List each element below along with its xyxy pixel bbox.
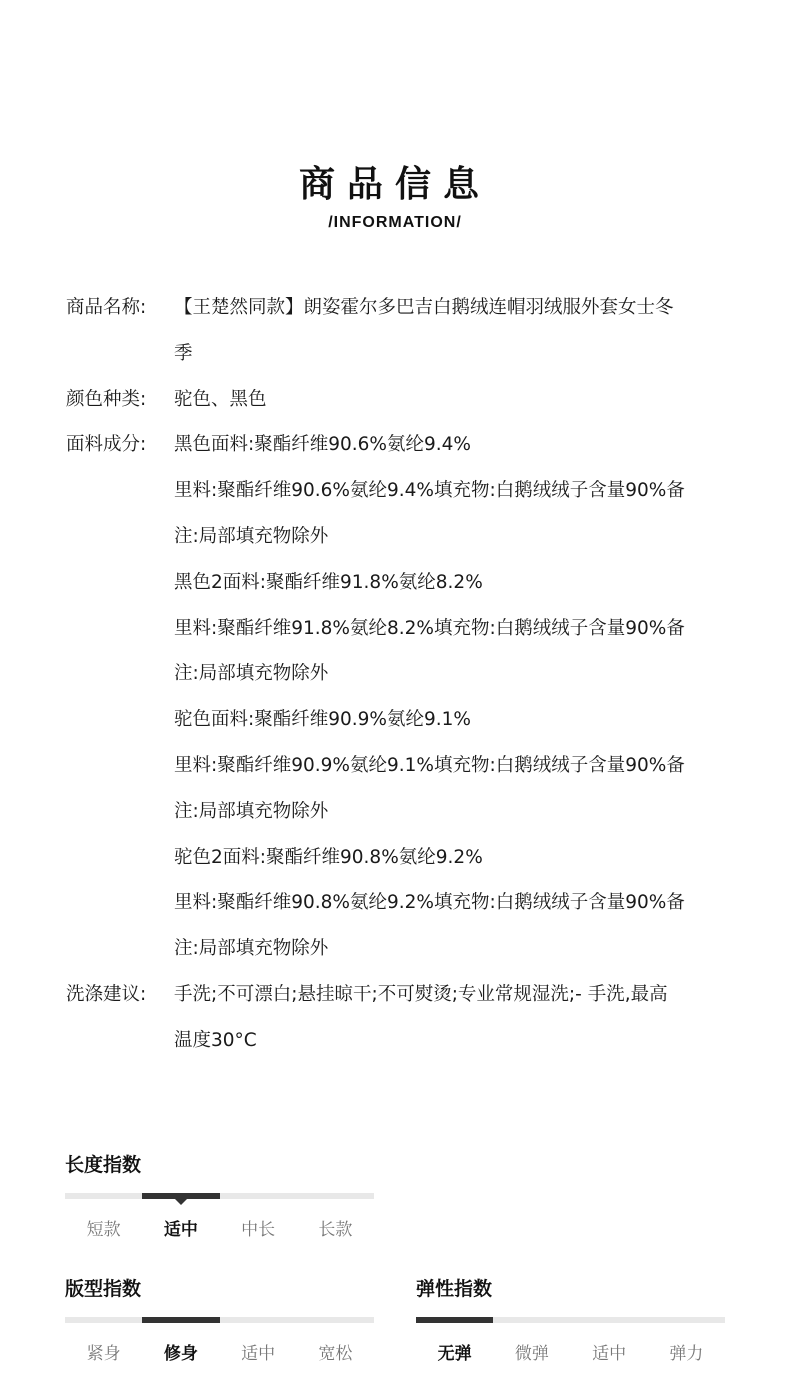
fabric-line: 里料:聚酯纤维90.9%氨纶9.1%填充物:白鹅绒绒子含量90%备 (174, 754, 685, 776)
color-label: 颜色种类: (66, 388, 147, 410)
scale-option: 宽松 (318, 1344, 353, 1364)
fabric-label: 面料成分: (66, 434, 147, 456)
fabric-line: 驼色2面料:聚酯纤维90.8%氨纶9.2% (174, 846, 483, 868)
scale-options (65, 1339, 374, 1364)
product-name-label: 商品名称: (66, 297, 147, 318)
product-info-list (66, 285, 736, 1064)
scale-option: 适中 (163, 1220, 198, 1240)
scale-option: 无弹 (437, 1344, 472, 1364)
length-index-scale (65, 1193, 374, 1240)
scale-option: 长款 (318, 1220, 353, 1240)
scale-options (65, 1215, 374, 1240)
color-value-line: 驼色、黑色 (174, 388, 267, 410)
fabric-line: 注:局部填充物除外 (174, 938, 329, 960)
scale-option: 修身 (163, 1344, 198, 1364)
washing-value (174, 972, 734, 1064)
fit-index-scale (65, 1317, 374, 1364)
scale-fill (416, 1317, 493, 1323)
scale-track (416, 1317, 725, 1323)
scale-options (416, 1339, 725, 1364)
product-name-value (174, 285, 734, 377)
color-value (174, 377, 734, 423)
scale-pointer-icon (175, 1199, 187, 1205)
info-row-color (66, 377, 736, 423)
fabric-line: 里料:聚酯纤维90.8%氨纶9.2%填充物:白鹅绒绒子含量90%备 (174, 892, 685, 914)
fabric-line: 里料:聚酯纤维91.8%氨纶8.2%填充物:白鹅绒绒子含量90%备 (174, 617, 685, 639)
fabric-line: 驼色面料:聚酯纤维90.9%氨纶9.1% (174, 709, 472, 731)
info-row-product-name (66, 285, 736, 377)
elasticity-index-title: 弹性指数 (416, 1278, 493, 1300)
fabric-line: 注:局部填充物除外 (174, 800, 329, 822)
fabric-line: 黑色面料:聚酯纤维90.6%氨纶9.4% (174, 434, 472, 456)
washing-line: 温度30°C (174, 1029, 257, 1051)
scale-fill (142, 1317, 219, 1323)
fabric-line: 注:局部填充物除外 (174, 663, 329, 685)
scale-option: 短款 (86, 1220, 121, 1240)
info-row-fabric (66, 422, 736, 972)
scale-option: 弹力 (669, 1344, 704, 1364)
elasticity-index-scale (416, 1317, 725, 1364)
info-row-washing (66, 972, 736, 1064)
scale-option: 微弹 (514, 1344, 549, 1364)
fabric-line: 黑色2面料:聚酯纤维91.8%氨纶8.2% (174, 571, 483, 593)
scale-option: 适中 (241, 1344, 276, 1364)
fabric-line: 注:局部填充物除外 (174, 525, 329, 547)
fabric-value (174, 422, 734, 972)
fit-index-title: 版型指数 (65, 1278, 142, 1300)
washing-line: 手洗;不可漂白;悬挂晾干;不可熨烫;专业常规湿洗;- 手洗,最高 (174, 983, 668, 1005)
page-title: 商品信息 (298, 164, 491, 205)
fabric-line: 里料:聚酯纤维90.6%氨纶9.4%填充物:白鹅绒绒子含量90%备 (174, 480, 685, 502)
scale-track (65, 1317, 374, 1323)
scale-option: 适中 (592, 1344, 627, 1364)
scale-option: 紧身 (86, 1344, 121, 1364)
length-index-title: 长度指数 (65, 1154, 142, 1176)
product-name-line: 季 (174, 342, 193, 364)
product-name-line: 【王楚然同款】朗姿霍尔多巴吉白鹅绒连帽羽绒服外套女士冬 (174, 297, 674, 318)
scale-track (65, 1193, 374, 1199)
washing-label: 洗涤建议: (66, 983, 147, 1005)
scale-option: 中长 (241, 1220, 276, 1240)
page-subtitle: /INFORMATION/ (328, 214, 462, 231)
